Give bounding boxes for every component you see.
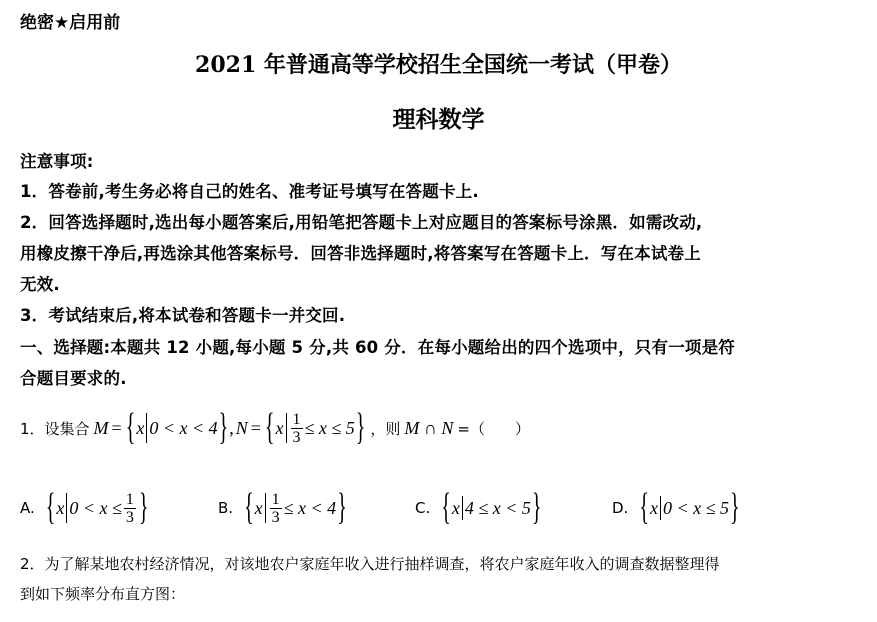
option-b-label: B. bbox=[218, 499, 234, 517]
option-a-set: { x 0 < x ≤ $\frac{1}{3}$ } bbox=[45, 486, 149, 528]
notes-line-2c: 无效. bbox=[20, 275, 60, 294]
notes-line-1: 1．答卷前,考生务必将自己的姓名、准考证号填写在答题卡上. bbox=[20, 182, 479, 201]
question-2-line-a: 2．为了解某地农村经济情况，对该地农户家庭年收入进行抽样调查，将农户家庭年收入的调查数据整理得 bbox=[20, 555, 720, 573]
question-1 bbox=[20, 406, 530, 448]
option-a-label: A. bbox=[20, 499, 35, 517]
question-2-line-b: 到如下频率分布直方图： bbox=[20, 585, 186, 603]
q1-equals-M: = bbox=[111, 417, 122, 438]
exam-title: 2021 年普通高等学校招生全国统一考试（甲卷） bbox=[195, 52, 682, 78]
q1-prefix: 1．设集合 bbox=[20, 419, 90, 438]
q1-set-M-name: M bbox=[93, 417, 109, 438]
q1-intersection: M ∩ N bbox=[404, 417, 454, 438]
q1-set-M-var: x bbox=[136, 417, 145, 438]
notes-heading: 注意事项: bbox=[20, 152, 94, 171]
section1-instruction-a: 一、选择题:本题共 12 小题,每小题 5 分,共 60 分．在每小题给出的四个选项中，只有一项是符 bbox=[20, 338, 736, 357]
q1-set-N: { x $\frac{1}{3}$ ≤ x ≤ 5 } bbox=[264, 406, 366, 448]
q1-set-N-fraction: $\frac{1}{3}$ bbox=[292, 410, 301, 446]
q1-option-a[interactable] bbox=[20, 488, 150, 528]
q1-option-d[interactable] bbox=[612, 488, 741, 528]
q1-set-M-condition: 0 < x < 4 bbox=[149, 417, 218, 438]
q1-set-N-var: x bbox=[275, 417, 284, 438]
q1-set-M: { x 0 < x < 4 } bbox=[125, 406, 229, 448]
q1-option-c[interactable] bbox=[415, 488, 542, 528]
exam-subject: 理科数学 bbox=[392, 106, 485, 133]
q1-set-N-name: N bbox=[235, 417, 248, 438]
confidential-label: 绝密★启用前 bbox=[20, 13, 121, 33]
q1-equals-N: = bbox=[250, 417, 261, 438]
q1-option-b[interactable] bbox=[218, 488, 348, 528]
notes-line-2b: 用橡皮擦干净后,再选涂其他答案标号．回答非选择题时,将答案写在答题卡上．写在本试卷上 bbox=[20, 244, 701, 263]
section1-instruction-b: 合题目要求的. bbox=[20, 369, 127, 388]
q1-set-N-condition: ≤ x ≤ 5 bbox=[304, 417, 355, 438]
option-d-set: { x 0 < x ≤ 5 } bbox=[639, 486, 740, 528]
q1-comma: , bbox=[229, 417, 234, 438]
q1-then: ，则 bbox=[370, 419, 401, 438]
notes-line-3: 3．考试结束后,将本试卷和答题卡一并交回. bbox=[20, 306, 346, 325]
q1-answer-paren: =（ ） bbox=[457, 419, 530, 438]
notes-line-2a: 2．回答选择题时,选出每小题答案后,用铅笔把答题卡上对应题目的答案标号涂黑．如需改动, bbox=[20, 213, 703, 232]
option-b-set: { x $\frac{1}{3}$ ≤ x < 4 } bbox=[244, 486, 347, 528]
option-c-set: { x 4 ≤ x < 5 } bbox=[441, 486, 542, 528]
option-c-label: C. bbox=[415, 499, 431, 517]
option-d-label: D. bbox=[612, 499, 629, 517]
